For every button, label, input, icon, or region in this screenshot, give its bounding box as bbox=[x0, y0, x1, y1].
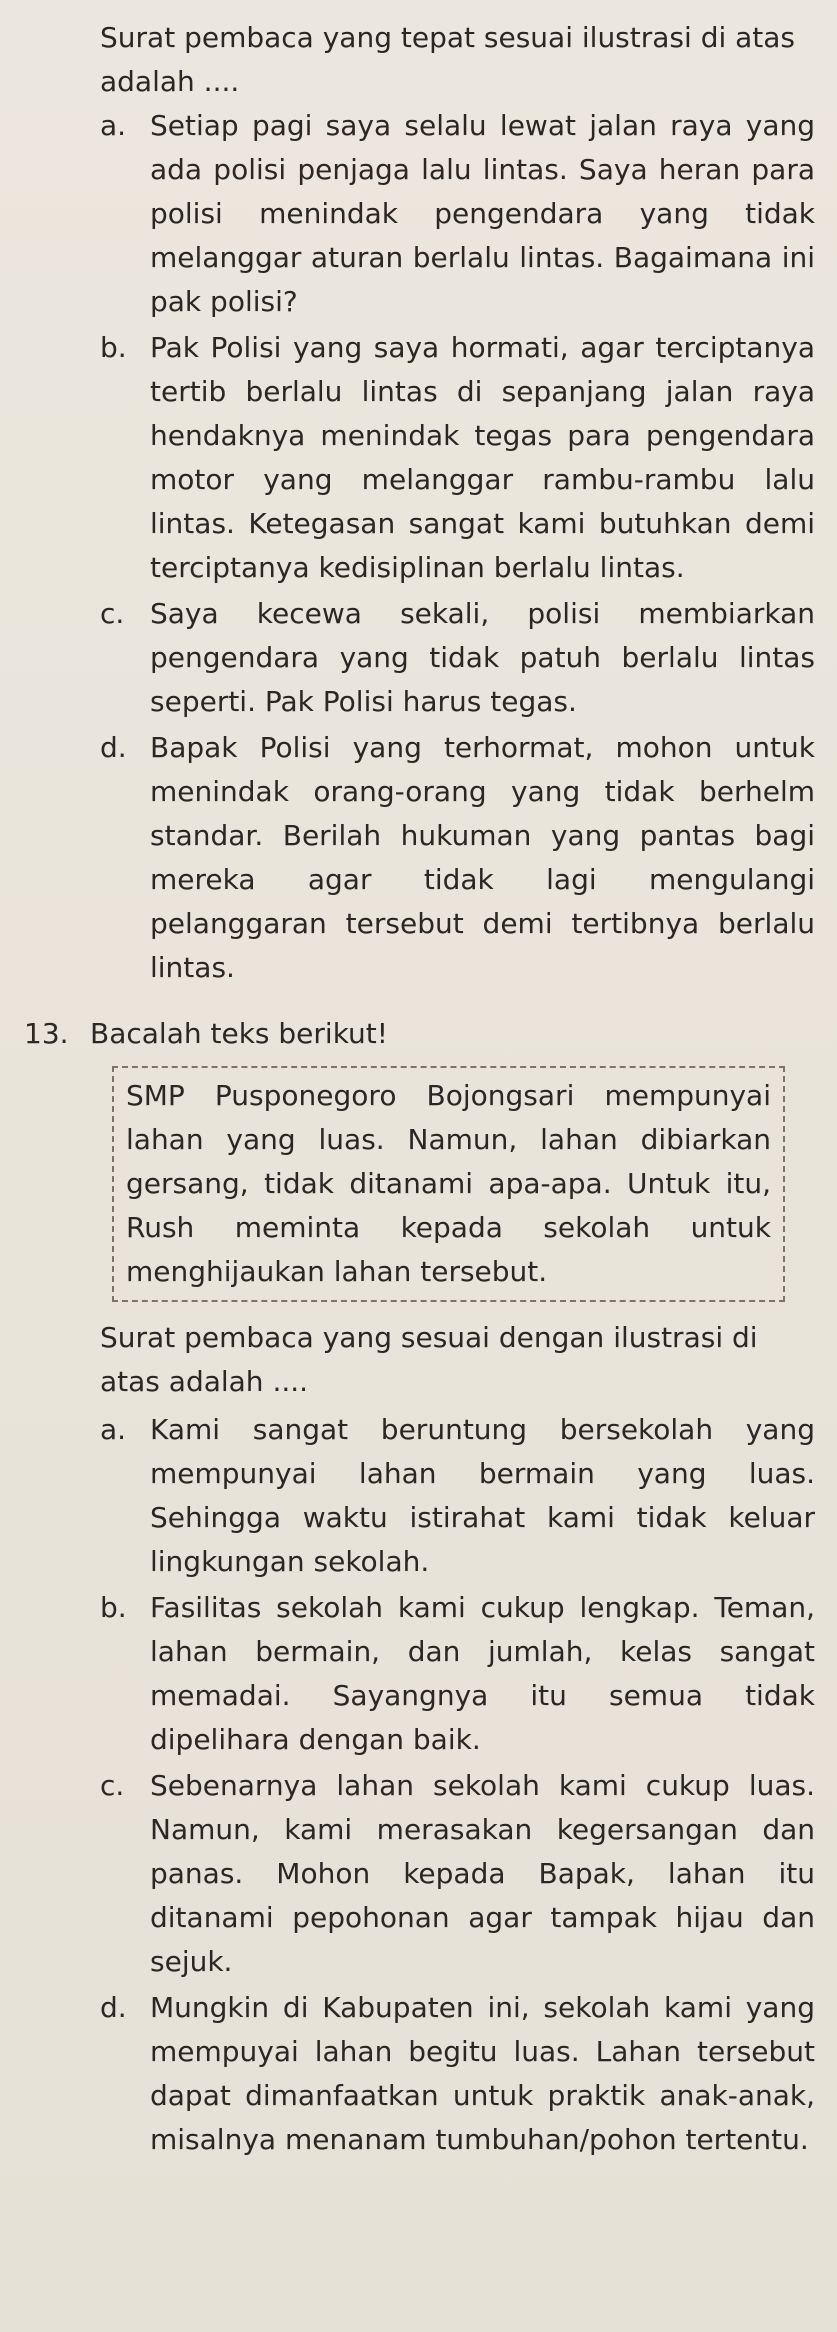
option-letter: a. bbox=[100, 1413, 127, 1446]
option-12-c[interactable] bbox=[100, 592, 815, 724]
option-13-b[interactable] bbox=[100, 1586, 815, 1762]
option-text: Bapak Polisi yang terhormat, mohon untuk menindak orang-orang yang tidak berhelm standar. Berilah hukuman yang pantas bagi mereka agar tidak lagi mengulangi pelanggaran tersebut demi tertibnya berlalu lintas. bbox=[150, 731, 815, 984]
question-12-stem: Surat pembaca yang tepat sesuai ilustrasi di atas adalah .... bbox=[100, 21, 796, 98]
option-letter: a. bbox=[100, 109, 127, 142]
option-letter: c. bbox=[100, 597, 125, 630]
option-13-d[interactable] bbox=[100, 1986, 815, 2162]
option-letter: b. bbox=[100, 1591, 127, 1624]
option-text: Mungkin di Kabupaten ini, sekolah kami yang mempuyai lahan begitu luas. Lahan tersebut dapat dimanfaatkan untuk praktik anak-anak, misalnya menanam tumbuhan/pohon tertentu. bbox=[150, 1991, 815, 2156]
option-letter: d. bbox=[100, 1991, 127, 2024]
option-letter: b. bbox=[100, 331, 127, 364]
option-text: Fasilitas sekolah kami cukup lengkap. Teman, lahan bermain, dan jumlah, kelas sangat memadai. Sayangnya itu semua tidak dipelihara dengan baik. bbox=[150, 1591, 815, 1756]
option-letter: d. bbox=[100, 731, 127, 764]
question-number: 13. bbox=[24, 1017, 69, 1050]
option-13-a[interactable] bbox=[100, 1408, 815, 1584]
reading-passage-box: SMP Pusponegoro Bojongsari mempunyai lahan yang luas. Namun, lahan dibiarkan gersang, tidak ditanami apa-apa. Untuk itu, Rush meminta kepada sekolah untuk menghijaukan lahan tersebut. bbox=[112, 1066, 785, 1302]
option-12-d[interactable] bbox=[100, 726, 815, 990]
option-12-a[interactable] bbox=[100, 104, 815, 324]
option-text: Setiap pagi saya selalu lewat jalan raya yang ada polisi penjaga lalu lintas. Saya heran para polisi menindak pengendara yang tidak melanggar aturan berlalu lintas. Bagaimana ini pak polisi? bbox=[150, 109, 815, 318]
question-title: Bacalah teks berikut! bbox=[90, 1017, 389, 1050]
option-text: Pak Polisi yang saya hormati, agar terciptanya tertib berlalu lintas di sepanjang jalan raya hendaknya menindak tegas para pengendara motor yang melanggar rambu-rambu lalu lintas. Ketegasan sangat kami butuhkan demi terciptanya kedisiplinan berlalu lintas. bbox=[150, 331, 815, 584]
question-13-header bbox=[24, 1012, 815, 1056]
option-text: Sebenarnya lahan sekolah kami cukup luas. Namun, kami merasakan kegersangan dan panas. Mohon kepada Bapak, lahan itu ditanami pepohonan agar tampak hijau dan sejuk. bbox=[150, 1769, 815, 1978]
question-13-stem: Surat pembaca yang sesuai dengan ilustrasi di atas adalah .... bbox=[100, 1321, 758, 1398]
option-13-c[interactable] bbox=[100, 1764, 815, 1984]
option-text: Kami sangat beruntung bersekolah yang mempunyai lahan bermain yang luas. Sehingga waktu istirahat kami tidak keluar lingkungan sekolah. bbox=[150, 1413, 815, 1578]
option-12-b[interactable] bbox=[100, 326, 815, 590]
option-letter: c. bbox=[100, 1769, 125, 1802]
option-text: Saya kecewa sekali, polisi membiarkan pengendara yang tidak patuh berlalu lintas seperti. Pak Polisi harus tegas. bbox=[150, 597, 815, 718]
